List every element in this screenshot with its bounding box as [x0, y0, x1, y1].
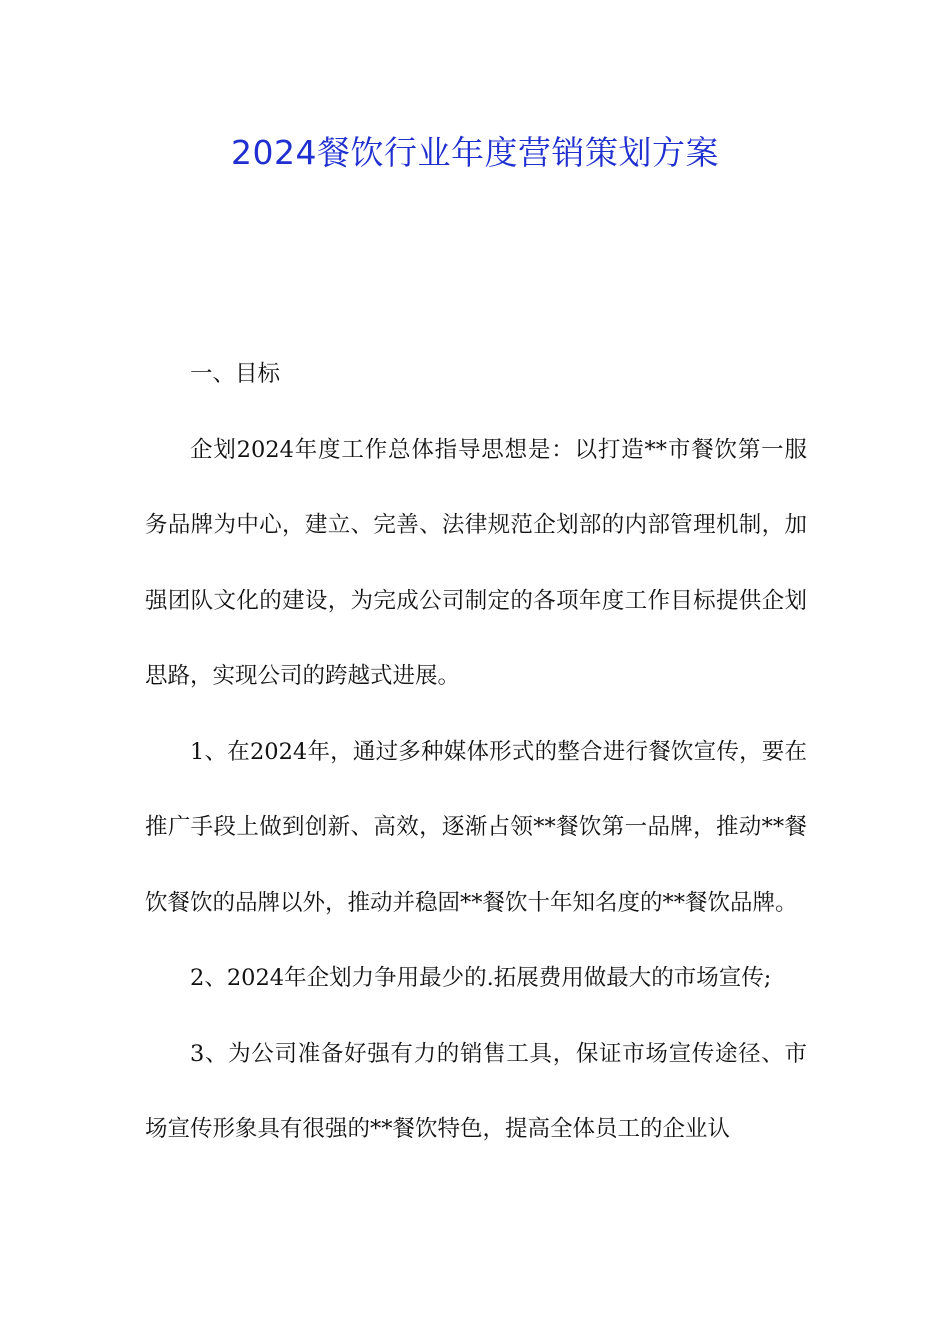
section-heading: 一、目标	[190, 361, 281, 387]
paragraph: 3、为公司准备好强有力的销售工具，保证市场宣传途径、市场宣传形象具有很强的**餐饮特色，提高全体员工的企业认	[145, 1040, 807, 1142]
paragraph: 2、2024年企划力争用最少的.拓展费用做最大的市场宣传;	[190, 965, 772, 991]
paragraph: 企划2024年度工作总体指导思想是：以打造**市餐饮第一服务品牌为中心，建立、完善、法律规范企划部的内部管理机制，加强团队文化的建设，为完成公司制定的各项年度工作目标提供企划思路，实现公司的跨越式进展。	[145, 436, 807, 689]
paragraph: 1、在2024年，通过多种媒体形式的整合进行餐饮宣传，要在推广手段上做到创新、高效，逐渐占领**餐饮第一品牌，推动**餐饮餐饮的品牌以外，推动并稳固**餐饮十年知名度的**餐饮品牌。	[145, 738, 807, 916]
document-body	[145, 337, 807, 1168]
document-title: 2024餐饮行业年度营销策划方案	[231, 133, 719, 172]
